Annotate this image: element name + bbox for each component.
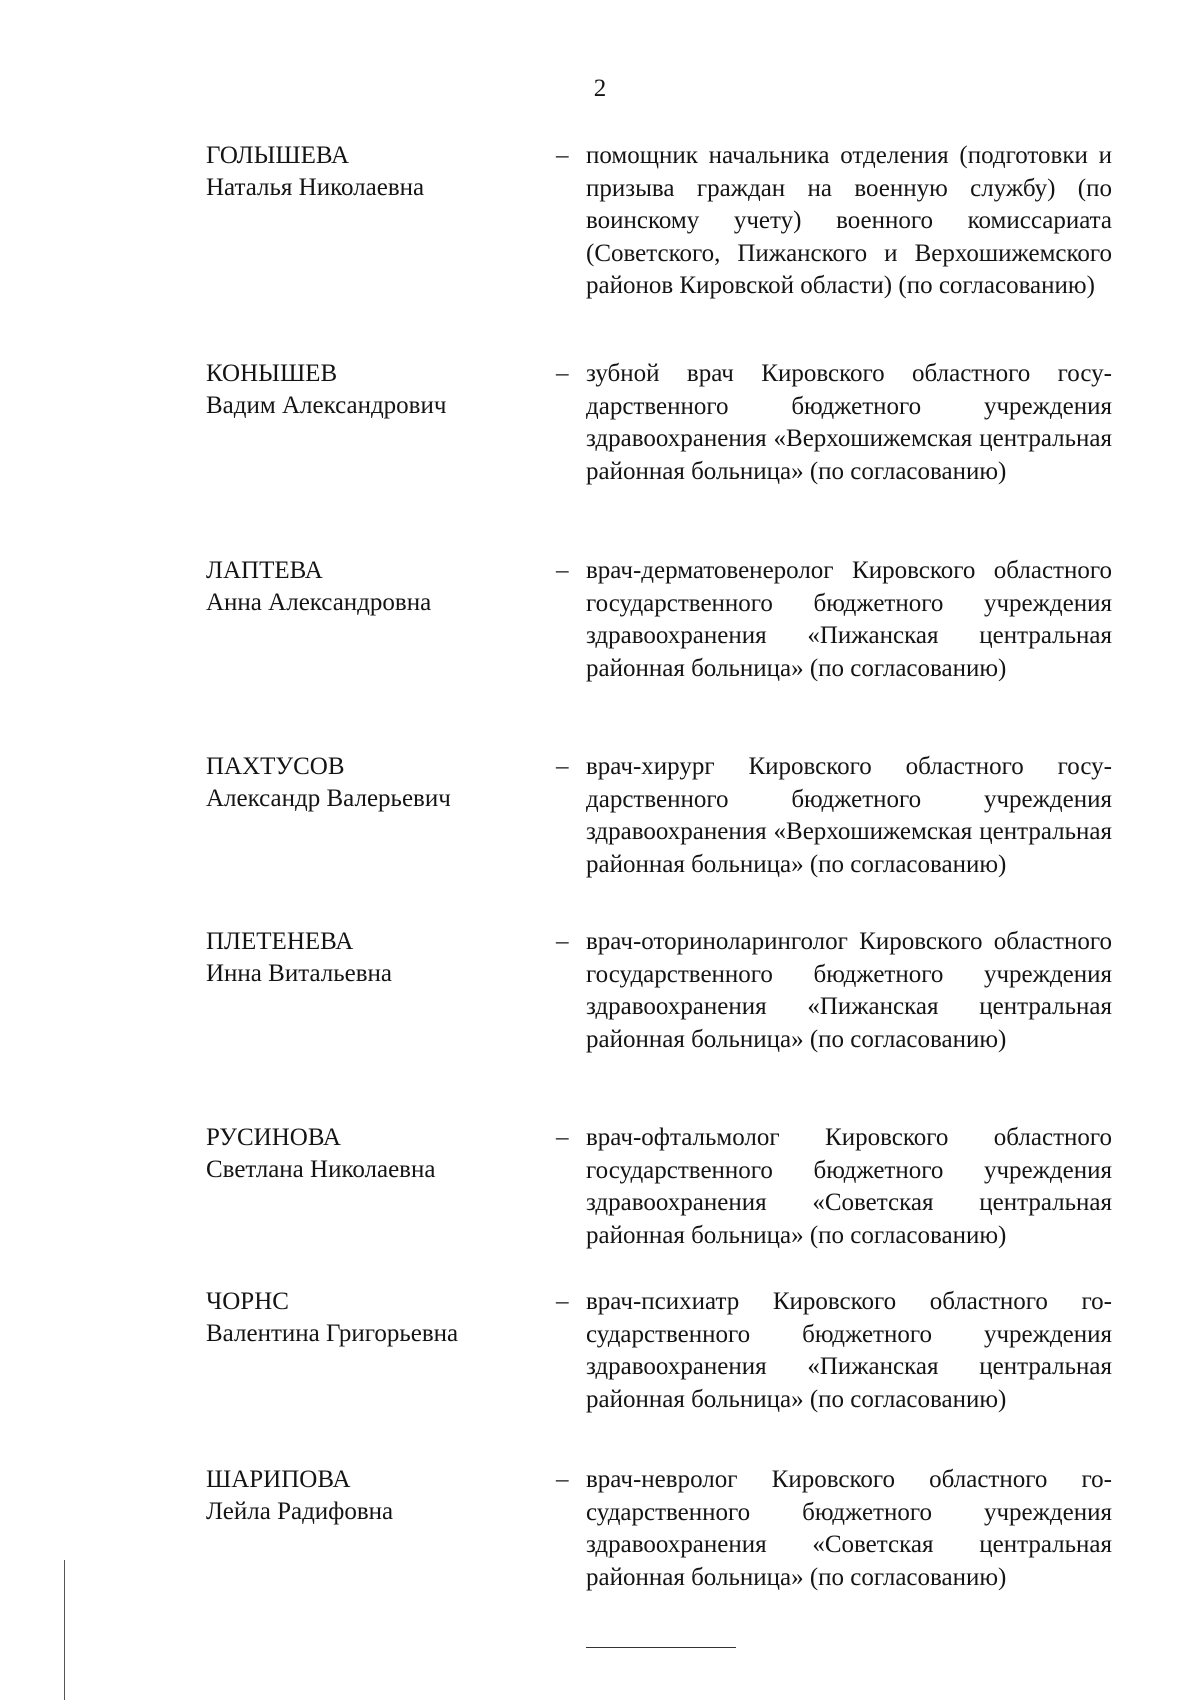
member-surname: ШАРИПОВА [206, 1466, 351, 1493]
member-given-names: Лейла Радифовна [206, 1498, 394, 1525]
separator-dash: – [556, 142, 569, 169]
member-role: зубной врач Кировского областного государственного бюджетного учреждения здравоохранения «Верхошижемская центральная районная больница» (по согласованию) [586, 360, 1112, 485]
scan-margin-mark [64, 1560, 65, 1700]
member-surname: ПЛЕТЕНЕВА [206, 928, 354, 955]
member-given-names: Александр Валерьевич [206, 785, 451, 812]
member-name [206, 1464, 546, 1528]
member-given-names: Наталья Николаевна [206, 174, 425, 201]
member-role: врач-офтальмолог Кировского областного государственного бюджетного учреждения здравоохранения «Советская центральная районная больница» (по согласованию) [586, 1124, 1112, 1249]
member-given-names: Инна Витальевна [206, 960, 393, 987]
member-name [206, 1122, 546, 1186]
member-name [206, 358, 546, 422]
member-surname: ЛАПТЕВА [206, 557, 323, 584]
member-surname: РУСИНОВА [206, 1124, 341, 1151]
member-name [206, 140, 546, 204]
member-role: врач-психиатр Кировского областного государственного бюджетного учреждения здравоохранения «Пижанская центральная районная больница» (по согласованию) [586, 1288, 1112, 1413]
member-role: помощник начальника отделения (подготовки и призыва граждан на военную службу) (по воинскому учету) военного комиссариата (Советского, Пижанского и Верхошижемского районов Кировской области) (по согласованию) [586, 142, 1112, 300]
separator-dash: – [556, 1466, 569, 1493]
separator-dash: – [556, 360, 569, 387]
member-given-names: Светлана Николаевна [206, 1156, 436, 1183]
member-role: врач-оториноларинголог Кировского областного государственного бюджетного учреждения здравоохранения «Пижанская центральная районная больница» (по согласованию) [586, 928, 1112, 1053]
member-given-names: Валентина Григорьевна [206, 1320, 459, 1347]
member-role: врач-хирург Кировского областного государственного бюджетного учреждения здравоохранения «Верхошижемская центральная районная больница» (по согласованию) [586, 753, 1112, 878]
member-surname: ПАХТУСОВ [206, 753, 345, 780]
member-role: врач-невролог Кировского областного государственного бюджетного учреждения здравоохранения «Советская центральная районная больница» (по согласованию) [586, 1466, 1112, 1591]
end-of-list-rule [586, 1647, 736, 1648]
member-name [206, 926, 546, 990]
member-name [206, 555, 546, 619]
separator-dash: – [556, 1124, 569, 1151]
separator-dash: – [556, 753, 569, 780]
member-name [206, 751, 546, 815]
member-surname: ГОЛЫШЕВА [206, 142, 350, 169]
separator-dash: – [556, 557, 569, 584]
page-number: 2 [593, 75, 607, 102]
member-given-names: Анна Александровна [206, 589, 432, 616]
member-surname: КОНЫШЕВ [206, 360, 338, 387]
member-surname: ЧОРНС [206, 1288, 289, 1315]
separator-dash: – [556, 928, 569, 955]
separator-dash: – [556, 1288, 569, 1315]
member-role: врач-дерматовенеролог Кировского областного государственного бюджетного учреждения здравоохранения «Пижанская центральная районная больница» (по согласованию) [586, 557, 1112, 682]
member-name [206, 1286, 546, 1350]
member-given-names: Вадим Александрович [206, 392, 447, 419]
